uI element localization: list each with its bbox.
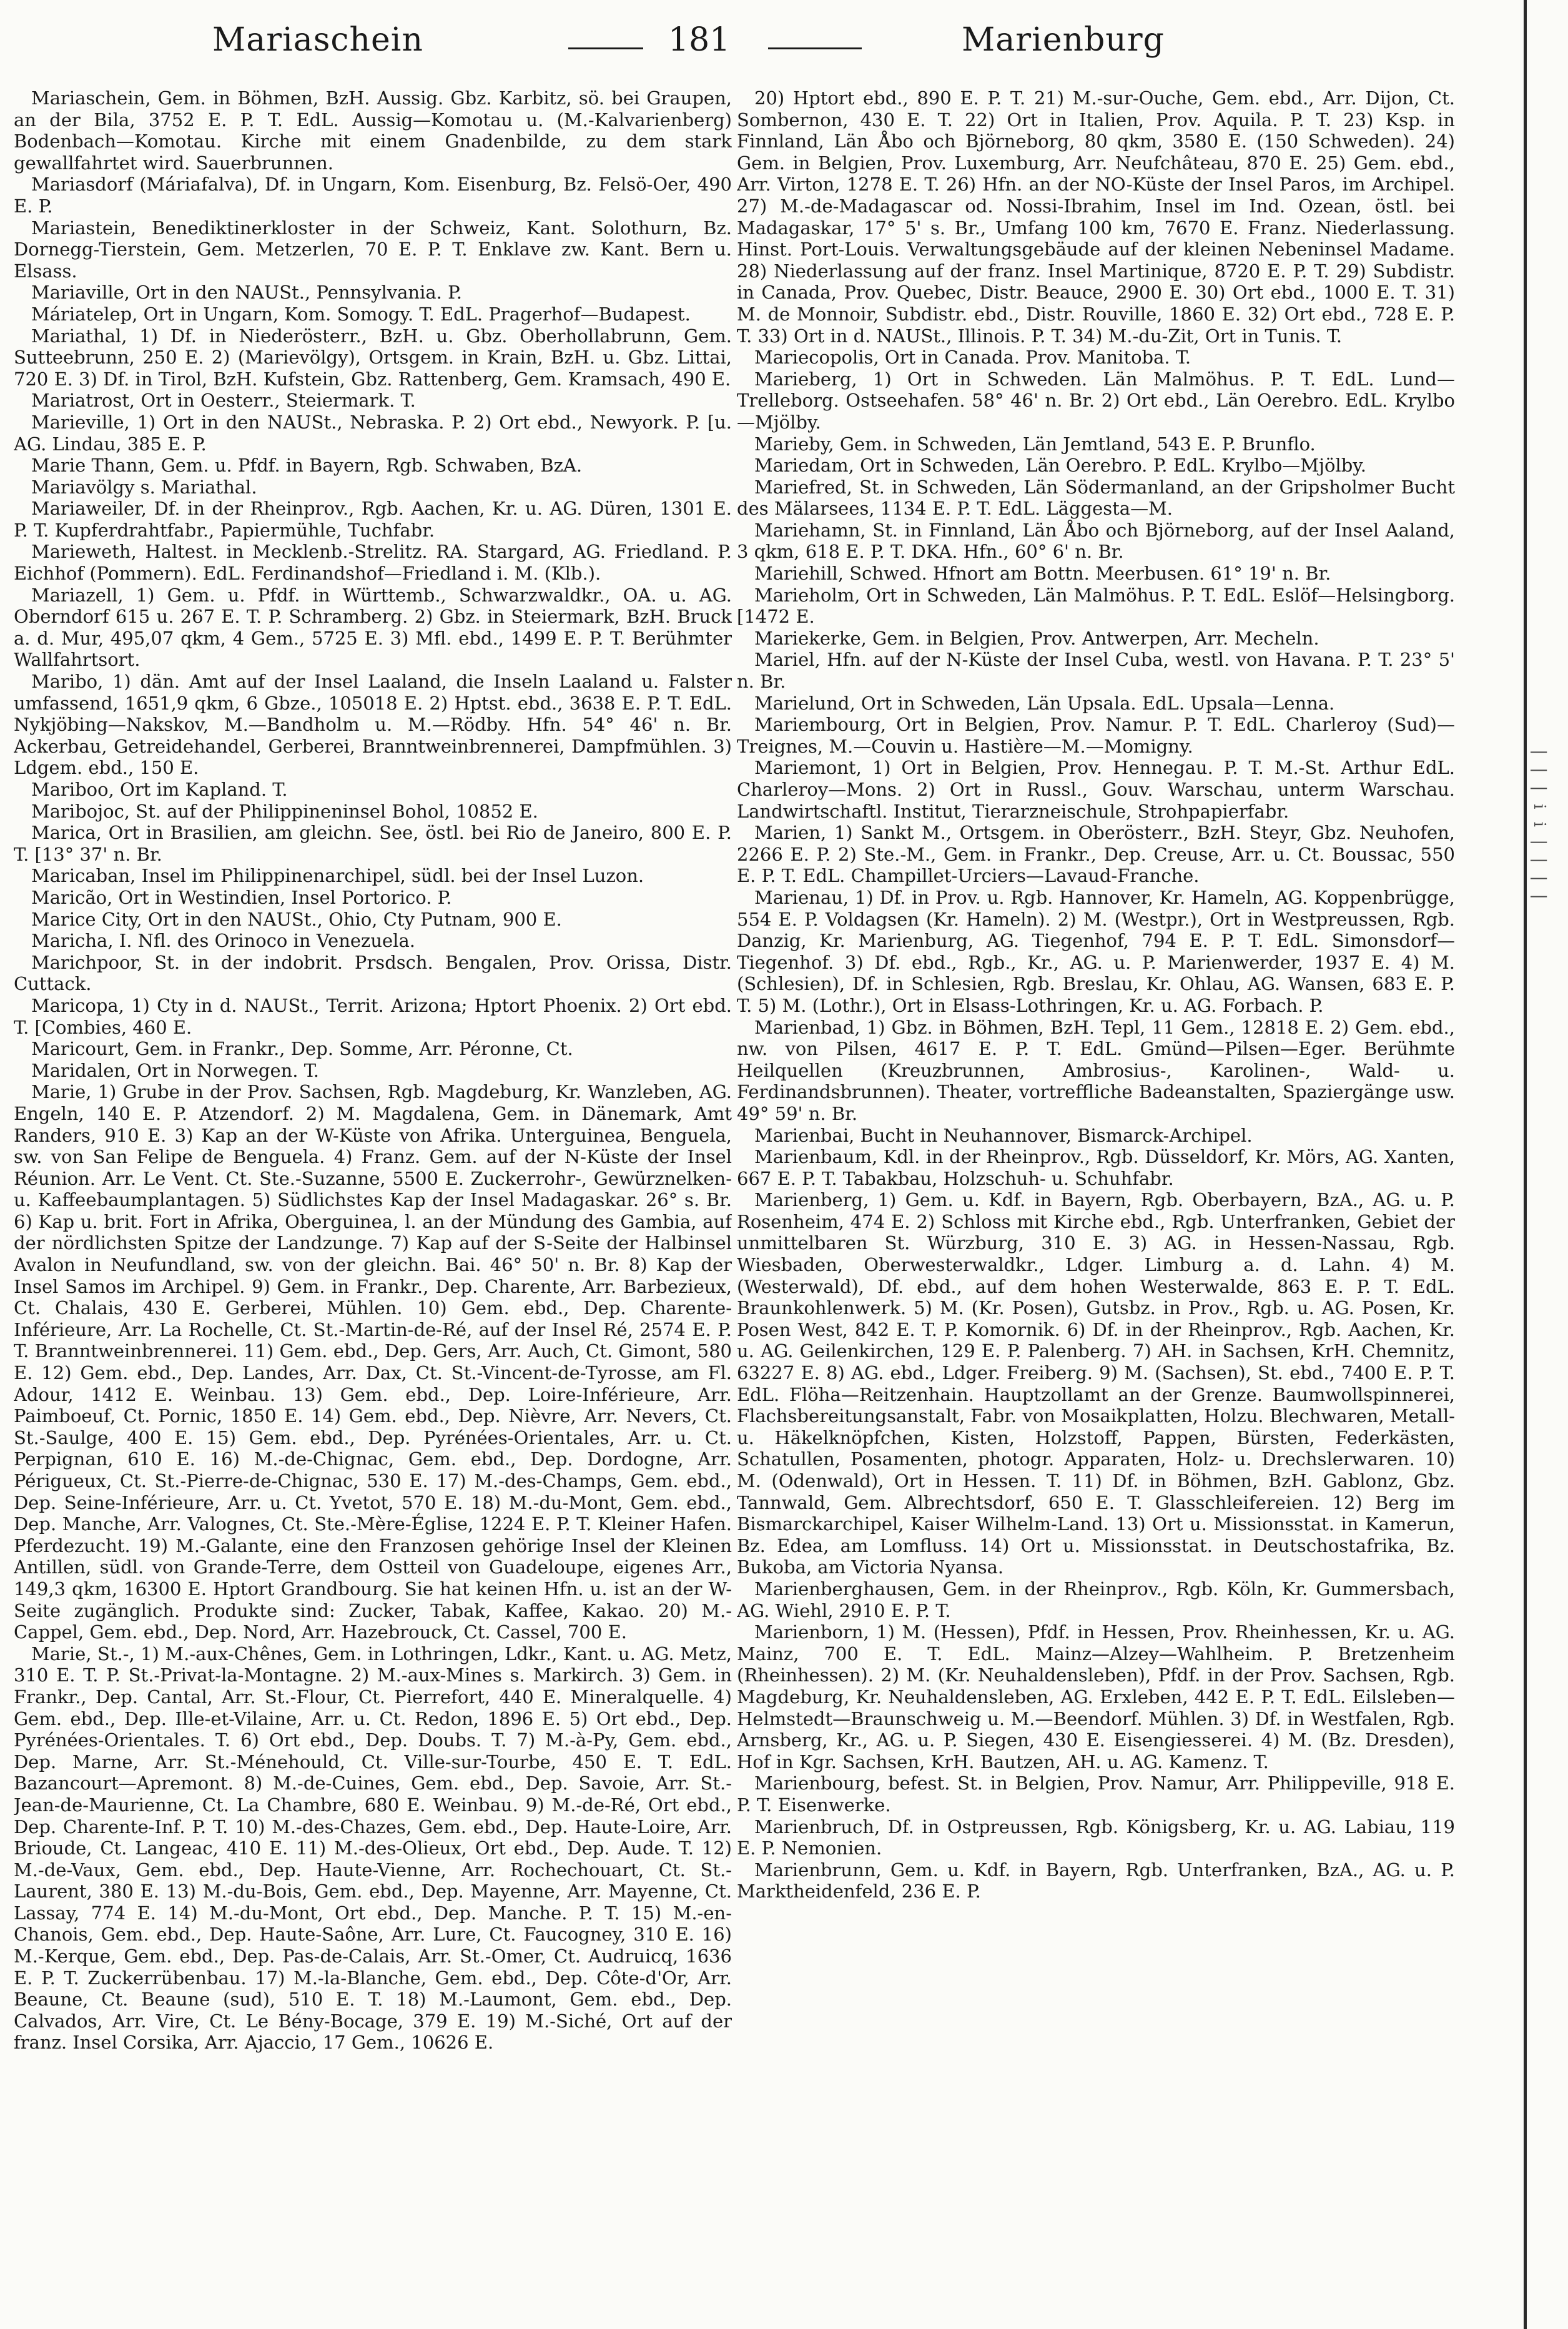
- entry: Maribo, 1) dän. Amt auf der Insel Laaland, die Inseln Laaland u. Falster umfassend, 1651,9 qkm, 6 Gbze., 105018 E. 2) Hptst. ebd., 3638 E. P. T. EdL. Nykjöbing—Nakskov, M.—Bandholm u. M.—Rödby. Hfn. 54° 46' n. Br. Ackerbau, Getreidehandel, Gerberei, Branntweinbrennerei, Dampfmühlen. 3) Ldgem. ebd., 150 E.: [14, 671, 732, 779]
- entry: Mariaville, Ort in den NAUSt., Pennsylvania. P.: [31, 282, 462, 304]
- entry: Marien, 1) Sankt M., Ortsgem. in Oberösterr., BzH. Steyr, Gbz. Neuhofen, 2266 E. P. 2) Ste.-M., Gem. in Frankr., Dep. Creuse, Arr. u. Ct. Boussac, 550 E. P. T. EdL. Champillet-Urciers—Lavaud-Franche.: [737, 822, 1455, 887]
- entry: Mariekerke, Gem. in Belgien, Prov. Antwerpen, Arr. Mecheln.: [754, 627, 1319, 649]
- entry: Mariefred, St. in Schweden, Län Södermanland, an der Gripsholmer Bucht des Mälarsees, 1134 E. P. T. EdL. Läggesta—M.: [737, 476, 1455, 520]
- entry: Marienbrunn, Gem. u. Kdf. in Bayern, Rgb. Unterfranken, BzA., AG. u. P. Marktheidenfeld, 236 E. P.: [737, 1859, 1455, 1902]
- entry: Maridalen, Ort in Norwegen. T.: [31, 1059, 320, 1081]
- entry: Mariemont, 1) Ort in Belgien, Prov. Hennegau. P. T. M.-St. Arthur EdL. Charleroy—Mons. 2) Ort in Russl., Gouv. Warschau, unterm Warschau. Landwirtschaftl. Institut, Tierarzneischule, Strohpapierfabr.: [737, 757, 1455, 822]
- entry: Marienbruch, Df. in Ostpreussen, Rgb. Königsberg, Kr. u. AG. Labiau, 119 E. P. Nemonien.: [737, 1816, 1455, 1859]
- entry: Marieberg, 1) Ort in Schweden. Län Malmöhus. P. T. EdL. Lund—Trelleborg. Ostseehafen. 58° 46' n. Br. 2) Ort ebd., Län Oerebro. EdL. Krylbo—Mjölby.: [737, 368, 1455, 433]
- entry: Mariel, Hfn. auf der N-Küste der Insel Cuba, westl. von Havana. P. T. 23° 5' n. Br.: [737, 649, 1455, 693]
- entry: Maricha, I. Nfl. des Orinoco in Venezuela.: [31, 930, 415, 952]
- entry: Marichpoor, St. in der indobrit. Prsdsch. Bengalen, Prov. Orissa, Distr. Cuttack.: [14, 951, 732, 995]
- entry: Maricão, Ort in Westindien, Insel Portorico. P.: [31, 886, 452, 908]
- entry: Mariazell, 1) Gem. u. Pfdf. in Württemb., Schwarzwaldkr., OA. u. AG. Oberndorf 615 u. 267 E. T. P. Schramberg. 2) Gbz. in Steiermark, BzH. Bruck a. d. Mur, 495,07 qkm, 4 Gem., 5725 E. 3) Mfl. ebd., 1499 E. P. T. Berühmter Wallfahrtsort.: [14, 584, 732, 671]
- entry: Mariembourg, Ort in Belgien, Prov. Namur. P. T. EdL. Charleroy (Sud)—Treignes, M.—Couvin u. Hastière—M.—Momigny.: [737, 714, 1455, 757]
- entry: Maricourt, Gem. in Frankr., Dep. Somme, Arr. Péronne, Ct.: [31, 1038, 573, 1060]
- header-left-keyword: Mariaschein: [212, 21, 423, 59]
- entry: Marienbaum, Kdl. in der Rheinprov., Rgb. Düsseldorf, Kr. Mörs, AG. Xanten, 667 E. P. T. Tabakbau, Holzschuh- u. Schuhfabr.: [737, 1146, 1455, 1189]
- entry: Marieweth, Haltest. in Mecklenb.-Strelitz. RA. Stargard, AG. Friedland. P. Eichhof (Pommern). EdL. Ferdinandshof—Friedland i. M. (Klb.).: [14, 541, 732, 585]
- edge-marks: | | | i i | | | |: [1530, 749, 1549, 904]
- entry: Maricopa, 1) Cty in d. NAUSt., Territ. Arizona; Hptort Phoenix. 2) Ort ebd. T. [Combies, 460 E.: [14, 994, 732, 1038]
- entry: Mariedam, Ort in Schweden, Län Oerebro. P. EdL. Krylbo—Mjölby.: [754, 455, 1367, 477]
- entry: Mariboo, Ort im Kapland. T.: [31, 779, 288, 800]
- entry: Marieville, 1) Ort in den NAUSt., Nebraska. P. 2) Ort ebd., Newyork. P. [u. AG. Lindau, 385 E. P.: [14, 411, 732, 455]
- running-header: [212, 12, 1186, 69]
- entry: Mariehill, Schwed. Hfnort am Bottn. Meerbusen. 61° 19' n. Br.: [754, 563, 1331, 585]
- entry: Marienborn, 1) M. (Hessen), Pfdf. in Hessen, Prov. Rheinhessen, Kr. u. AG. Mainz, 700 E. T. EdL. Mainz—Alzey—Wahlheim. P. Bretzenheim (Rheinhessen). 2) M. (Kr. Neuhaldensleben), Pfdf. in der Prov. Sachsen, Rgb. Magdeburg, Kr. Neuhaldensleben, AG. Erxleben, 442 E. P. T. EdL. Eilsleben—Helmstedt—Braunschweig u. M.—Beendorf. Mühlen. 3) Df. in Westfalen, Rgb. Arnsberg, Kr., AG. u. P. Siegen, 430 E. Eisengiesserei. 4) M. (Bz. Dresden), Hof in Kgr. Sachsen, KrH. Bautzen, AH. u. AG. Kamenz. T.: [737, 1621, 1455, 1773]
- entry: Marica, Ort in Brasilien, am gleichn. See, östl. bei Rio de Janeiro, 800 E. P. T. [13° 37' n. Br.: [14, 822, 732, 865]
- entry: Marieby, Gem. in Schweden, Län Jemtland, 543 E. P. Brunflo.: [754, 433, 1316, 455]
- entry: Máriatelep, Ort in Ungarn, Kom. Somogy. T. EdL. Pragerhof—Budapest.: [31, 303, 691, 325]
- entry: Mariaweiler, Df. in der Rheinprov., Rgb. Aachen, Kr. u. AG. Düren, 1301 E. P. T. Kupferdrahtfabr., Papiermühle, Tuchfabr.: [14, 498, 732, 541]
- entry: Mariatrost, Ort in Oesterr., Steiermark. T.: [31, 390, 416, 412]
- entry: Maribojoc, St. auf der Philippineninsel Bohol, 10852 E.: [31, 800, 538, 822]
- entry: Mariathal, 1) Df. in Niederösterr., BzH. u. Gbz. Oberhollabrunn, Gem. Sutteebrunn, 250 E. 2) (Marievölgy), Ortsgem. in Krain, BzH. u. Gbz. Littai, 720 E. 3) Df. in Tirol, BzH. Kufstein, Gbz. Rattenberg, Gem. Kramsach, 490 E.: [14, 325, 732, 390]
- page-number: 181: [668, 21, 731, 59]
- entry: Mariaschein, Gem. in Böhmen, BzH. Aussig. Gbz. Karbitz, sö. bei Graupen, an der Bila, 3752 E. P. T. EdL. Aussig—Komotau u. (M.-Kalvarienberg) Bodenbach—Komotau. Kirche mit einem Gnadenbilde, zu dem stark gewallfahrtet wird. Sauerbrunnen.: [14, 87, 732, 174]
- left-column: [14, 87, 732, 2311]
- entry: Mariavölgy s. Mariathal.: [31, 476, 257, 498]
- entry: Marielund, Ort in Schweden, Län Upsala. EdL. Upsala—Lenna.: [754, 692, 1335, 714]
- entry: Mariehamn, St. in Finnland, Län Åbo och Björneborg, auf der Insel Aaland, 3 qkm, 618 E. P. T. DKA. Hfn., 60° 6' n. Br.: [737, 519, 1455, 563]
- entry: Marienbai, Bucht in Neuhannover, Bismarck-Archipel.: [754, 1124, 1253, 1146]
- entry: Maricaban, Insel im Philippinenarchipel, südl. bei der Insel Luzon.: [31, 865, 644, 887]
- entry: Marienbourg, befest. St. in Belgien, Prov. Namur, Arr. Philippeville, 918 E. P. T. Eisenwerke.: [737, 1773, 1455, 1816]
- entry: Mariastein, Benediktinerkloster in der Schweiz, Kant. Solothurn, Bz. Dornegg-Tierstein, Gem. Metzerlen, 70 E. P. T. Enklave zw. Kant. Bern u. Elsass.: [14, 217, 732, 282]
- entry: Marieholm, Ort in Schweden, Län Malmöhus. P. T. EdL. Eslöf—Helsingborg. [1472 E.: [737, 584, 1455, 628]
- right-column: [737, 87, 1455, 2311]
- entry: Mariasdorf (Máriafalva), Df. in Ungarn, Kom. Eisenburg, Bz. Felsö-Oer, 490 E. P.: [14, 174, 732, 217]
- entry: Mariecopolis, Ort in Canada. Prov. Manitoba. T.: [754, 347, 1191, 368]
- entry: Marie, St.-, 1) M.-aux-Chênes, Gem. in Lothringen, Ldkr., Kant. u. AG. Metz, 310 E. T. P. St.-Privat-la-Montagne. 2) M.-aux-Mines s. Markirch. 3) Gem. in Frankr., Dep. Cantal, Arr. St.-Flour, Ct. Pierrefort, 440 E. Mineralquelle. 4) Gem. ebd., Dep. Ille-et-Vilaine, Arr. u. Ct. Redon, 1896 E. 5) Ort ebd., Dep. Pyrénées-Orientales. T. 6) Ort ebd., Dep. Doubs. T. 7) M.-à-Py, Gem. ebd., Dep. Marne, Arr. St.-Ménehould, Ct. Ville-sur-Tourbe, 450 E. T. EdL. Bazancourt—Apremont. 8) M.-de-Cuines, Gem. ebd., Dep. Savoie, Arr. St.-Jean-de-Maurienne, Ct. La Chambre, 680 E. Weinbau. 9) M.-de-Ré, Ort ebd., Dep. Charente-Inf. P. T. 10) M.-des-Chazes, Gem. ebd., Dep. Haute-Loire, Arr. Brioude, Ct. Langeac, 410 E. 11) M.-des-Olieux, Ort ebd., Dep. Aude. T. 12) M.-de-Vaux, Gem. ebd., Dep. Haute-Vienne, Arr. Rochechouart, Ct. St.-Laurent, 380 E. 13) M.-du-Bois, Gem. ebd., Dep. Mayenne, Arr. Mayenne, Ct. Lassay, 774 E. 14) M.-du-Mont, Ort ebd., Dep. Manche. P. T. 15) M.-en-Chanois, Gem. ebd., Dep. Haute-Saône, Arr. Lure, Ct. Faucogney, 310 E. 16) M.-Kerque, Gem. ebd., Dep. Pas-de-Calais, Arr. St.-Omer, Ct. Audruicq, 1636 E. P. T. Zuckerrübenbau. 17) M.-la-Blanche, Gem. ebd., Dep. Côte-d'Or, Arr. Beaune, Ct. Beaune (sud), 510 E. T. 18) M.-Laumont, Gem. ebd., Dep. Calvados, Arr. Vire, Ct. Le Bény-Bocage, 379 E. 19) M.-Siché, Ort auf der franz. Insel Corsika, Arr. Ajaccio, 17 Gem., 10626 E.: [14, 1643, 732, 2054]
- entry: Marie Thann, Gem. u. Pfdf. in Bayern, Rgb. Schwaben, BzA.: [31, 455, 583, 477]
- entry: 20) Hptort ebd., 890 E. P. T. 21) M.-sur-Ouche, Gem. ebd., Arr. Dijon, Ct. Sombernon, 430 E. T. 22) Ort in Italien, Prov. Aquila. P. T. 23) Ksp. in Finnland, Län Åbo och Björneborg, 80 qkm, 3580 E. (150 Schweden). 24) Gem. in Belgien, Prov. Luxemburg, Arr. Neufchâteau, 870 E. 25) Gem. ebd., Arr. Virton, 1278 E. T. 26) Hfn. an der NO-Küste der Insel Paros, im Archipel. 27) M.-de-Madagascar od. Nossi-Ibrahim, Insel im Ind. Ozean, östl. bei Madagaskar, 17° 5' s. Br., Umfang 100 km, 7670 E. Franz. Niederlassung. Hinst. Port-Louis. Verwaltungsgebäude auf der kleinen Nebeninsel Madame. 28) Niederlassung auf der franz. Insel Martinique, 8720 E. P. T. 29) Subdistr. in Canada, Prov. Quebec, Distr. Beauce, 2900 E. 30) Ort ebd., 1000 E. T. 31) M. de Monnoir, Subdistr. ebd., Distr. Rouville, 1860 E. 32) Ort ebd., 728 E. P. T. 33) Ort in d. NAUSt., Illinois. P. T. 34) M.-du-Zit, Ort in Tunis. T.: [737, 87, 1455, 347]
- entry: Marienberg, 1) Gem. u. Kdf. in Bayern, Rgb. Oberbayern, BzA., AG. u. P. Rosenheim, 474 E. 2) Schloss mit Kirche ebd., Rgb. Unterfranken, Gebiet der unmittelbaren St. Würzburg, 310 E. 3) AG. in Hessen-Nassau, Rgb. Wiesbaden, Oberwesterwaldkr., Ldger. Limburg a. d. Lahn. 4) M. (Westerwald), Df. ebd., auf dem hohen Westerwalde, 863 E. P. T. EdL. Braunkohlenwerk. 5) M. (Kr. Posen), Gutsbz. in Prov., Rgb. u. AG. Posen, Kr. Posen West, 842 E. T. P. Komornik. 6) Df. in der Rheinprov., Rgb. Aachen, Kr. u. AG. Geilenkirchen, 129 E. P. Palenberg. 7) AH. in Sachsen, KrH. Chemnitz, 63227 E. 8) AG. ebd., Ldger. Freiberg. 9) M. (Sachsen), St. ebd., 7400 E. P. T. EdL. Flöha—Reitzenhain. Hauptzollamt an der Grenze. Baumwollspinnerei, Flachsbereitungsanstalt, Fabr. von Mosaikplatten, Holzu. Blechwaren, Metall- u. Häkelknöpfchen, Kisten, Holzstoff, Pappen, Bürsten, Federkästen, Schatullen, Posamenten, photogr. Apparaten, Holz- u. Drechslerwaren. 10) M. (Odenwald), Ort in Hessen. T. 11) Df. in Böhmen, BzH. Gablonz, Gbz. Tannwald, Gem. Albrechtsdorf, 650 E. T. Glasschleifereien. 12) Berg im Bismarckarchipel, Kaiser Wilhelm-Land. 13) Ort u. Missionsstat. in Kamerun, Bz. Edea, am Lomfluss. 14) Ort u. Missionsstat. in Deutschostafrika, Bz. Bukoba, am Victoria Nyansa.: [737, 1189, 1455, 1578]
- entry: Marienau, 1) Df. in Prov. u. Rgb. Hannover, Kr. Hameln, AG. Koppenbrügge, 554 E. P. Voldagsen (Kr. Hameln). 2) M. (Westpr.), Ort in Westpreussen, Rgb. Danzig, Kr. Marienburg, AG. Tiegenhof, 794 E. P. T. EdL. Simonsdorf—Tiegenhof. 3) Df. ebd., Rgb., Kr., AG. u. P. Marienwerder, 1937 E. 4) M. (Schlesien), Df. in Schlesien, Rgb. Breslau, Kr. Ohlau, AG. Wansen, 683 E. P. T. 5) M. (Lothr.), Ort in Elsass-Lothringen, Kr. u. AG. Forbach. P.: [737, 886, 1455, 1016]
- entry: Marie, 1) Grube in der Prov. Sachsen, Rgb. Magdeburg, Kr. Wanzleben, AG. Engeln, 140 E. P. Atzendorf. 2) M. Magdalena, Gem. in Dänemark, Amt Randers, 910 E. 3) Kap an der W-Küste von Afrika. Unterguinea, Benguela, sw. von San Felipe de Benguela. 4) Franz. Gem. auf der N-Küste der Insel Réunion. Arr. Le Vent. Ct. Ste.-Suzanne, 5500 E. Zuckerrohr-, Gewürznelken- u. Kaffeebaumplantagen. 5) Südlichstes Kap der Insel Madagaskar. 26° s. Br. 6) Kap u. brit. Fort in Afrika, Oberguinea, l. an der Mündung des Gambia, auf der nördlichsten Spitze der Landzunge. 7) Kap auf der S-Seite der Halbinsel Avalon in Neufundland, sw. von der gleichn. Bai. 46° 50' n. Br. 8) Kap der Insel Samos im Archipel. 9) Gem. in Frankr., Dep. Charente, Arr. Barbezieux, Ct. Chalais, 430 E. Gerberei, Mühlen. 10) Gem. ebd., Dep. Charente-Inférieure, Arr. La Rochelle, Ct. St.-Martin-de-Ré, auf der Insel Ré, 2574 E. P. T. Branntweinbrennerei. 11) Gem. ebd., Dep. Gers, Arr. Auch, Ct. Gimont, 580 E. 12) Gem. ebd., Dep. Landes, Arr. Dax, Ct. St.-Vincent-de-Tyrosse, am Fl. Adour, 1412 E. Weinbau. 13) Gem. ebd., Dep. Loire-Inférieure, Arr. Paimboeuf, Ct. Pornic, 1850 E. 14) Gem. ebd., Dep. Nièvre, Arr. Nevers, Ct. St.-Saulge, 400 E. 15) Gem. ebd., Dep. Pyrénées-Orientales, Arr. u. Ct. Perpignan, 610 E. 16) M.-de-Chignac, Gem. ebd., Dep. Dordogne, Arr. Périgueux, Ct. St.-Pierre-de-Chignac, 530 E. 17) M.-des-Champs, Gem. ebd., Dep. Seine-Inférieure, Arr. u. Ct. Yvetot, 570 E. 18) M.-du-Mont, Gem. ebd., Dep. Manche, Arr. Valognes, Ct. Ste.-Mère-Église, 1224 E. P. T. Kleiner Hafen. Pferdezucht. 19) M.-Galante, eine den Franzosen gehörige Insel der Kleinen Antillen, südl. von Grande-Terre, dem Ostteil von Guadeloupe, eigenes Arr., 149,3 qkm, 16300 E. Hptort Grandbourg. Sie hat keinen Hfn. u. ist an der W-Seite zugänglich. Produkte sind: Zucker, Tabak, Kaffee, Kakao. 20) M.-Cappel, Gem. ebd., Dep. Nord, Arr. Hazebrouck, Ct. Cassel, 700 E.: [14, 1081, 732, 1643]
- entry: Marienberghausen, Gem. in der Rheinprov., Rgb. Köln, Kr. Gummersbach, AG. Wiehl, 2910 E. P. T.: [737, 1578, 1455, 1621]
- header-right-keyword: Marienburg: [962, 21, 1165, 59]
- page-edge-margin: [1511, 0, 1568, 2329]
- entry: Marice City, Ort in den NAUSt., Ohio, Cty Putnam, 900 E.: [31, 908, 562, 930]
- entry: Marienbad, 1) Gbz. in Böhmen, BzH. Tepl, 11 Gem., 12818 E. 2) Gem. ebd., nw. von Pilsen, 4617 E. P. T. EdL. Gmünd—Pilsen—Eger. Berühmte Heilquellen (Kreuzbrunnen, Ambrosius-, Karolinen-, Wald- u. Ferdinandsbrunnen). Theater, vortreffliche Badeanstalten, Spaziergänge usw. 49° 59' n. Br.: [737, 1016, 1455, 1124]
- header-rule-right: [768, 47, 862, 49]
- binding-rule: [1524, 0, 1527, 2329]
- header-rule-left: [568, 47, 643, 49]
